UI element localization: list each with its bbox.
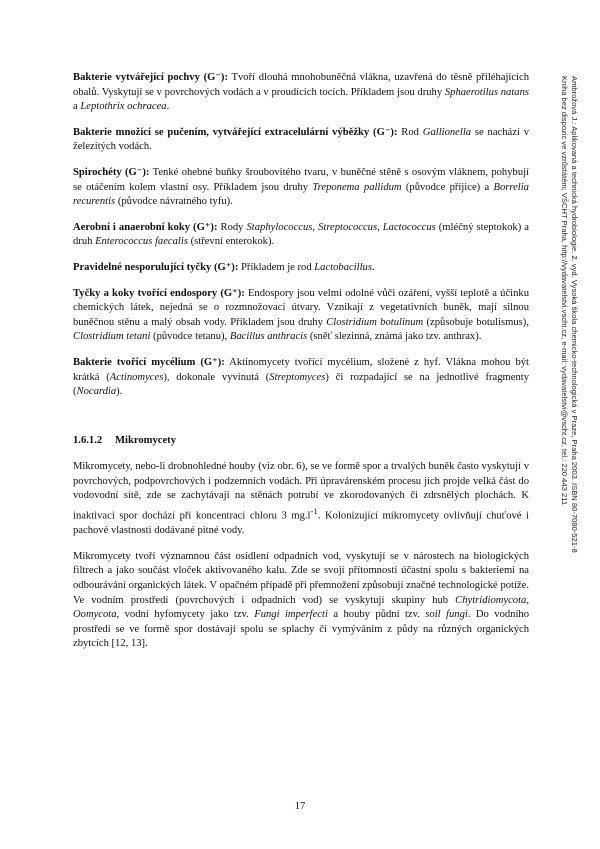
text: Tenké ohebné buňky šroubovitého tvaru, v buněčné stěně s osovým vláknem, pohybují se otáčením kolem vlastní osy. Příkladem jsou druhy bbox=[73, 166, 529, 193]
paragraph-cocci bbox=[73, 221, 529, 250]
section-title: Mikromycety bbox=[115, 434, 176, 446]
page-body bbox=[73, 71, 529, 663]
text: (původce příjice) a bbox=[401, 181, 494, 193]
species-name: Enterococcus faecalis bbox=[95, 236, 188, 248]
text: se nachází v železitých vodách. bbox=[73, 126, 529, 153]
paragraph-heading: Pravidelné nesporulující tyčky (G⁺): bbox=[73, 261, 239, 273]
paragraph-budding-bacteria bbox=[73, 126, 529, 155]
taxon-name: Fungi imperfecti bbox=[254, 609, 328, 621]
text: (mléčný steptokok) a druh bbox=[73, 221, 529, 248]
text: Endospory jsou velmi odolné vůči ozáření, vyšší teplotě a účinku chemických látek, nejedná se o rozmnožovací útvary. Vznikají z vegetativních buněk, mají silnou buněčnou stěnu a malý obsah vody. Příkladem jsou druhy bbox=[73, 287, 529, 328]
paragraph-heading: Spirochéty (G⁻): bbox=[73, 166, 150, 178]
text: Mikromycety tvoří významnou část osídlení odpadních vod, vyskytují se v nárostech na biologických filtrech a jako součást vloček aktivovaného kalu. Zde se svojí přítomností účastní spolu s bakteriemi na odbourávání organických látek. V opačném případě při přemnožení způsobují značné technologické potíže. Ve vodním prostředí (povrchových i odpadních vod) se vyskytují skupiny hub bbox=[73, 550, 529, 606]
paragraph-sheathed-bacteria bbox=[73, 71, 529, 115]
species-name: Clostridium botulinum bbox=[326, 316, 424, 328]
text: Příkladem je rod bbox=[238, 261, 315, 273]
text: Aktinomycety tvořící mycélium, složené z hyf. Vlákna mohou být krátká ( bbox=[73, 356, 529, 383]
species-name: Clostridium tetani bbox=[73, 331, 151, 343]
text: ). bbox=[116, 386, 123, 398]
genus-name: Gallionella bbox=[422, 126, 472, 138]
text: . bbox=[166, 101, 170, 113]
paragraph-heading: Tyčky a koky tvořící endospory (G⁺): bbox=[73, 287, 245, 299]
genus-name: Nocardia bbox=[76, 386, 117, 398]
text: Rody bbox=[217, 221, 247, 233]
text: . Do vodního prostředí se ve formě spor dostávají spolu se splachy či vymýváním z půdy na různých organických zbytcích [12, 13]. bbox=[73, 609, 529, 650]
taxon-name: Oomycota bbox=[73, 609, 117, 621]
sidebar-line-2: Kniha bez dispozic ve vzrůstátém; VŠCHT Praha, http://vydavatelstvi.vscht.cz, e-mail: vydavatelstvi@vscht.cz, tel.: 220 443 211 bbox=[560, 76, 569, 506]
text: ), dokonale vyvinutá ( bbox=[163, 371, 270, 383]
taxon-name: soil fungi bbox=[425, 609, 468, 621]
text: Tvoří dlouhá mnohobuněčná vlákna, uzavřená do těsně přiléhajících obalů. Vyskytují se v povrchových vodách a v proudících tocích. Příkladem jsou druhy bbox=[73, 72, 529, 98]
genus-name: Lactobacillus bbox=[314, 261, 372, 273]
text: (původce návratného tyfu). bbox=[115, 196, 233, 208]
text: . Kolonizující mikromycety ovlivňují chuťové i pachové vlastnosti dodávané pitné vody. bbox=[73, 510, 529, 537]
superscript: -1 bbox=[310, 506, 318, 517]
text: , vodní hyfomycety jako tzv. bbox=[116, 609, 255, 621]
genus-name: Actinomyces bbox=[109, 371, 164, 383]
text: a houby půdní tzv. bbox=[327, 609, 426, 621]
text: (sněť slezinná, známá jako tzv. anthrax). bbox=[307, 331, 482, 343]
paragraph-heading: Bakterie vytvářející pochvy (G⁻): bbox=[73, 72, 228, 83]
species-name: Bacillus anthracis bbox=[229, 331, 308, 343]
species-name: Borrelia recurentis bbox=[73, 181, 529, 208]
paragraph-spirochetes bbox=[73, 166, 529, 210]
paragraph-endospores bbox=[73, 287, 529, 345]
text: . bbox=[371, 261, 375, 273]
text: Mikromycety, nebo-li drobnohledné houby (viz obr. 6), se ve formě spor a trvalých buněk často vyskytují v povrchových, podpovrchových i podzemních vodách. Při úpravárenském procesu jich projde velká část do vodovodní sítě, zde se zachytávají na stěnách potrubí ve zkorodovaných či zdrsnělých plochách. K inaktivaci spor dochází při koncentraci chloru 3 mg.l bbox=[73, 461, 529, 522]
paragraph-heading: Aerobní i anaerobní koky (G⁺): bbox=[73, 221, 218, 233]
text: a bbox=[73, 101, 81, 113]
genus-names: Staphylococcus, Streptococcus, Lactococcus bbox=[246, 221, 436, 233]
text: Rod bbox=[397, 126, 423, 138]
paragraph-heading: Bakterie tvořící mycélium (G⁺): bbox=[73, 356, 225, 368]
page-number: 17 bbox=[294, 801, 306, 812]
sidebar-citation bbox=[551, 76, 579, 696]
paragraph-micromycetes-intro bbox=[73, 460, 529, 539]
section-number: 1.6.1.2 bbox=[73, 434, 103, 446]
paragraph-regular-rods bbox=[73, 261, 529, 276]
species-name: Treponema pallidum bbox=[312, 181, 402, 193]
text: , bbox=[526, 594, 529, 606]
section-heading bbox=[73, 434, 529, 449]
species-name: Leptothrix ochracea bbox=[80, 101, 167, 113]
text: ) či rozpadající se na jednotlivé fragmenty ( bbox=[73, 371, 529, 398]
species-name: Sphaerotilus natans bbox=[444, 86, 529, 98]
paragraph-micromycetes-wastewater bbox=[73, 550, 529, 652]
paragraph-mycelium bbox=[73, 356, 529, 400]
taxon-name: Chytridiomycota bbox=[455, 594, 527, 606]
text: (původce tetanu), bbox=[150, 331, 230, 343]
sidebar-line-1: Ambrožová J.: Aplikovaná a technická hydrobiologie. 2. vyd. Vysoká škola chemicko-technologická v Praze, Praha 2003. ISBN 80-7080-521-8 bbox=[570, 76, 579, 553]
genus-name: Streptomyces bbox=[269, 371, 326, 383]
paragraph-heading: Bakterie množící se pučením, vytvářející extracelulární výběžky (G⁻): bbox=[73, 126, 398, 138]
text: (způsobuje botulismus), bbox=[423, 316, 529, 328]
text: (střevní enterokok). bbox=[187, 236, 275, 248]
